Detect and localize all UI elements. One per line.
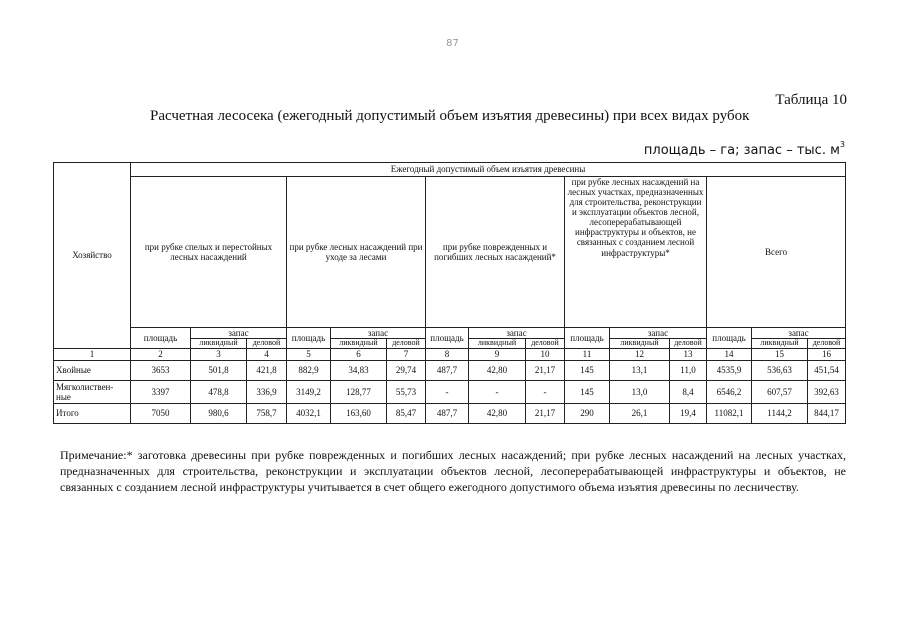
table-cell: 607,57 [752, 381, 808, 404]
table-cell: 145 [565, 381, 610, 404]
stock-header: запас [469, 328, 565, 339]
liquid-header: ликвидный [191, 339, 247, 349]
category-header: при рубке спелых и перестойных лесных насаждений [131, 177, 287, 328]
table-label: Таблица 10 [775, 92, 847, 108]
units-text: площадь – га; запас – тыс. м [643, 143, 840, 158]
liquid-header: ликвидный [469, 339, 526, 349]
table-cell: 55,73 [387, 381, 426, 404]
business-header: деловой [247, 339, 287, 349]
column-number: 5 [287, 349, 331, 361]
column-number: 2 [131, 349, 191, 361]
category-header: при рубке лесных насаждений при уходе за лесами [287, 177, 426, 328]
liquid-header: ликвидный [331, 339, 387, 349]
table-cell: 6546,2 [707, 381, 752, 404]
area-header: площадь [565, 328, 610, 349]
category-header: при рубке лесных насаждений на лесных участках, предназначенных для строительства, реконструкции и эксплуатации объектов лесной, лесоперерабатывающей инфраструктуры и объектов, не связанных с созданием лесной инфраструктуры* [565, 177, 707, 328]
table-cell: 85,47 [387, 404, 426, 424]
table-cell: 3653 [131, 361, 191, 381]
table-cell: 421,8 [247, 361, 287, 381]
table-cell: 128,77 [331, 381, 387, 404]
table-cell: 163,60 [331, 404, 387, 424]
category-header: Всего [707, 177, 846, 328]
table-cell: 3149,2 [287, 381, 331, 404]
business-header: деловой [808, 339, 846, 349]
liquid-header: ликвидный [752, 339, 808, 349]
table-cell: 451,54 [808, 361, 846, 381]
table-cell: 29,74 [387, 361, 426, 381]
row-label: Итого [54, 404, 131, 424]
column-number: 12 [610, 349, 670, 361]
table-cell: 758,7 [247, 404, 287, 424]
table-cell: 42,80 [469, 404, 526, 424]
table-cell: 11,0 [670, 361, 707, 381]
column-number: 1 [54, 349, 131, 361]
row-label: Хвойные [54, 361, 131, 381]
table-cell: 42,80 [469, 361, 526, 381]
table-cell: 844,17 [808, 404, 846, 424]
business-header: деловой [387, 339, 426, 349]
table-cell: 882,9 [287, 361, 331, 381]
table-cell: 26,1 [610, 404, 670, 424]
column-number: 11 [565, 349, 610, 361]
table-cell: - [526, 381, 565, 404]
table-cell: 13,0 [610, 381, 670, 404]
group-header: Ежегодный допустимый объем изъятия древесины [131, 163, 846, 177]
table-cell: 4535,9 [707, 361, 752, 381]
area-header: площадь [131, 328, 191, 349]
page-number: 87 [446, 38, 459, 49]
table-cell: 34,83 [331, 361, 387, 381]
column-number: 4 [247, 349, 287, 361]
table-cell: 487,7 [426, 404, 469, 424]
table-cell: 290 [565, 404, 610, 424]
stock-header: запас [191, 328, 287, 339]
business-header: деловой [526, 339, 565, 349]
farm-header: Хозяйство [54, 163, 131, 349]
stock-header: запас [610, 328, 707, 339]
column-number: 14 [707, 349, 752, 361]
table-cell: 3397 [131, 381, 191, 404]
category-header: при рубке поврежденных и погибших лесных насаждений* [426, 177, 565, 328]
column-number: 8 [426, 349, 469, 361]
column-number: 9 [469, 349, 526, 361]
table-cell: - [469, 381, 526, 404]
table-row-total [54, 404, 846, 424]
table-cell: 536,63 [752, 361, 808, 381]
column-number: 6 [331, 349, 387, 361]
table-cell: 1144,2 [752, 404, 808, 424]
table-cell: 980,6 [191, 404, 247, 424]
table-cell: 13,1 [610, 361, 670, 381]
column-number: 13 [670, 349, 707, 361]
table-cell: 21,17 [526, 361, 565, 381]
table-cell: 145 [565, 361, 610, 381]
footnote: Примечание:* заготовка древесины при рубке поврежденных и погибших лесных насаждений; при рубке лесных насаждений на лесных участках, предназначенных для строительства, реконструкции и эксплуатации объектов лесной, лесоперерабатывающей инфраструктуры и объектов, не связанных с созданием лесной инфраструктуры учитывается в счет общего ежегодного допустимого объема изъятия древесины по лесничеству. [60, 448, 846, 495]
allowable-cut-table [53, 162, 846, 424]
column-number: 15 [752, 349, 808, 361]
row-label: Мягколиствен-ные [54, 381, 131, 404]
area-header: площадь [287, 328, 331, 349]
table-cell: 501,8 [191, 361, 247, 381]
column-number: 3 [191, 349, 247, 361]
business-header: деловой [670, 339, 707, 349]
table-cell: 19,4 [670, 404, 707, 424]
stock-header: запас [752, 328, 846, 339]
stock-header: запас [331, 328, 426, 339]
table-cell: 8,4 [670, 381, 707, 404]
column-number: 16 [808, 349, 846, 361]
table-cell: 4032,1 [287, 404, 331, 424]
column-number: 7 [387, 349, 426, 361]
document-title: Расчетная лесосека (ежегодный допустимый объем изъятия древесины) при всех видах рубок [150, 108, 750, 124]
area-header: площадь [707, 328, 752, 349]
column-number-row [54, 349, 846, 361]
table-cell: 7050 [131, 404, 191, 424]
table-cell: 11082,1 [707, 404, 752, 424]
table-row [54, 381, 846, 404]
table-cell: 392,63 [808, 381, 846, 404]
column-number: 10 [526, 349, 565, 361]
table-row [54, 361, 846, 381]
area-header: площадь [426, 328, 469, 349]
table-cell: - [426, 381, 469, 404]
table-cell: 487,7 [426, 361, 469, 381]
units-superscript: 3 [839, 140, 845, 149]
liquid-header: ликвидный [610, 339, 670, 349]
table-cell: 336,9 [247, 381, 287, 404]
units-caption [643, 140, 845, 158]
table-cell: 478,8 [191, 381, 247, 404]
table-cell: 21,17 [526, 404, 565, 424]
